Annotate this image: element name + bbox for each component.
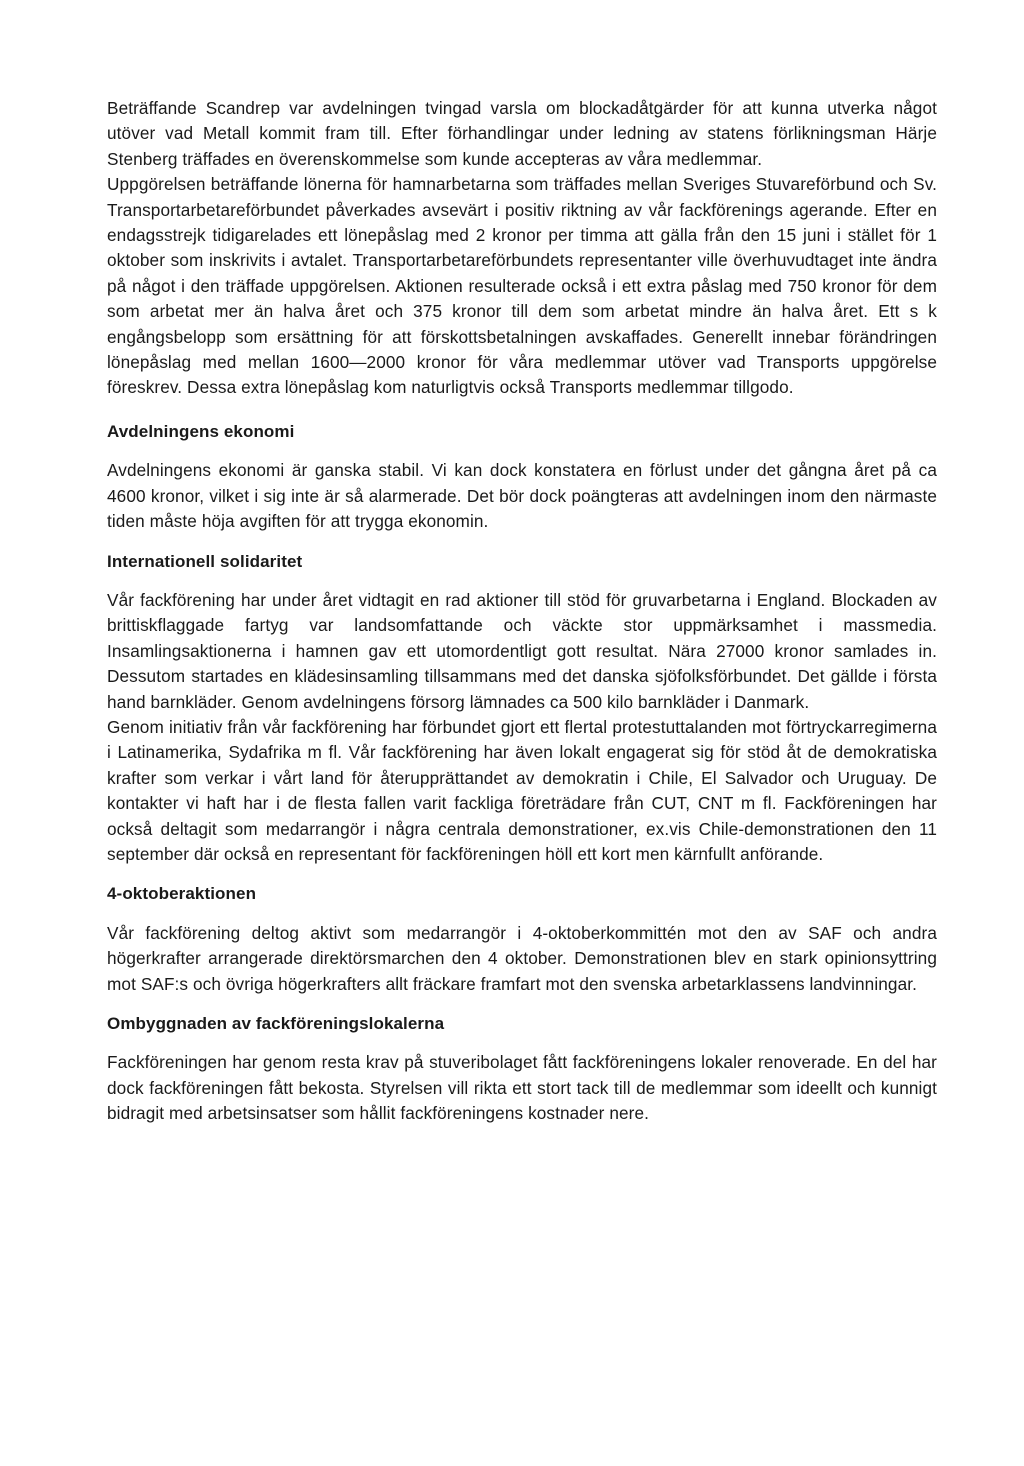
- intro-paragraph-scandrep: Beträffande Scandrep var avdelningen tvingad varsla om blockadåtgärder för att kunna utverka något utöver vad Metall kommit fram till. Efter förhandlingar under ledning av statens förlikningsman Härje Stenberg träffades en överenskommelse som kunde accepteras av våra medlemmar.: [107, 98, 937, 169]
- section-paragraph: Genom initiativ från vår fackförening har förbundet gjort ett flertal protestuttalanden mot förtryckarregimerna i Latinamerika, Sydafrika m fl. Vår fackförening har även lokalt engagerat sig för stöd åt de demokratiska krafter som verkar i vårt land för återupprättandet av demokratin i Chile, El Salvador och Uruguay. De kontakter vi haft har i de flesta fallen varit fackliga företrädare från CUT, CNT m fl. Fackföreningen har också deltagit som medarrangör i några centrala demonstrationer, ex.vis Chile-demonstrationen den 11 september där också en representant för fackföreningen höll ett kort men kärnfullt anförande.: [107, 716, 937, 864]
- section-paragraph: Fackföreningen har genom resta krav på stuveribolaget fått fackföreningens lokaler renoverade. En del har dock fackföreningen fått bekosta. Styrelsen vill rikta ett stort tack till de medlemmar som ideellt och kunnigt bidragit med arbetsinsatser som hållit fackföreningens kostnader nere.: [107, 1052, 937, 1124]
- section-paragraph: Vår fackförening deltog aktivt som medarrangör i 4-oktoberkommittén mot den av SAF och andra högerkrafter arrangerade direktörsmarchen den 4 oktober. Demonstrationen blev en stark opinionsyttring mot SAF:s och övriga högerkrafters allt fräckare framfart mot den svenska arbetarklassens landvinningar.: [107, 922, 937, 994]
- section-heading-4-oktoberaktionen: 4-oktoberaktionen: [107, 884, 257, 904]
- section-heading-internationell-solidaritet: Internationell solidaritet: [107, 551, 303, 571]
- section-paragraph: Vår fackförening har under året vidtagit en rad aktioner till stöd för gruvarbetarna i England. Blockaden av brittiskflaggade fartyg var landsomfattande och väckte stor uppmärksamhet i massmedia. Insamlingsaktionerna i hamnen gav ett utomordentligt gott resultat. Nära 27000 kronor samlades in. Dessutom startades en klädesinsamling tillsammans med det danska sjöfolksförbundet. Det gällde i första hand barnkläder. Genom avdelningens försorg lämnades ca 500 kilo barnkläder i Danmark.: [107, 589, 937, 712]
- section-ekonomi: [107, 419, 937, 535]
- document-page: [107, 96, 937, 1127]
- intro-paragraph-uppgorelsen: Uppgörelsen beträffande lönerna för hamnarbetarna som träffades mellan Sveriges Stuvareförbund och Sv. Transportarbetareförbundet påverkades avsevärt i positiv riktning av vår fackförenings agerande. Efter en endagsstrejk tidigarelades ett lönepåslag med 2 kronor per timma att gälla från den 15 juni i stället för 1 oktober som inskrivits i avtalet. Transportarbetareförbundets representanter ville överhuvudtaget inte ändra på något i den träffade uppgörelsen. Aktionen resulterade också i ett extra påslag med 750 kronor för dem som arbetat mer än halva året och 375 kronor till dem som arbetat mindre än halva året. Ett s k engångsbelopp som ersättning för att förskottsbetalningen avskaffades. Generellt innebar förändringen lönepåslag med mellan 1600—2000 kronor för våra medlemmar utöver vad Transports uppgörelse föreskrev. Dessa extra lönepåslag kom naturligtvis också Transports medlemmar tillgodo.: [107, 174, 937, 398]
- section-4-oktoberaktionen: [107, 881, 937, 997]
- section-internationell-solidaritet: [107, 549, 937, 868]
- section-heading-ombyggnaden: Ombyggnaden av fackföreningslokalerna: [107, 1014, 445, 1033]
- section-heading-ekonomi: Avdelningens ekonomi: [107, 421, 295, 441]
- section-ombyggnaden: [107, 1011, 937, 1127]
- section-paragraph: Avdelningens ekonomi är ganska stabil. Vi kan dock konstatera en förlust under det gångna året på ca 4600 kronor, vilket i sig inte är så alarmerade. Det bör dock poängteras att avdelningen inom den närmaste tiden måste höja avgiften för att trygga ekonomin.: [107, 460, 937, 532]
